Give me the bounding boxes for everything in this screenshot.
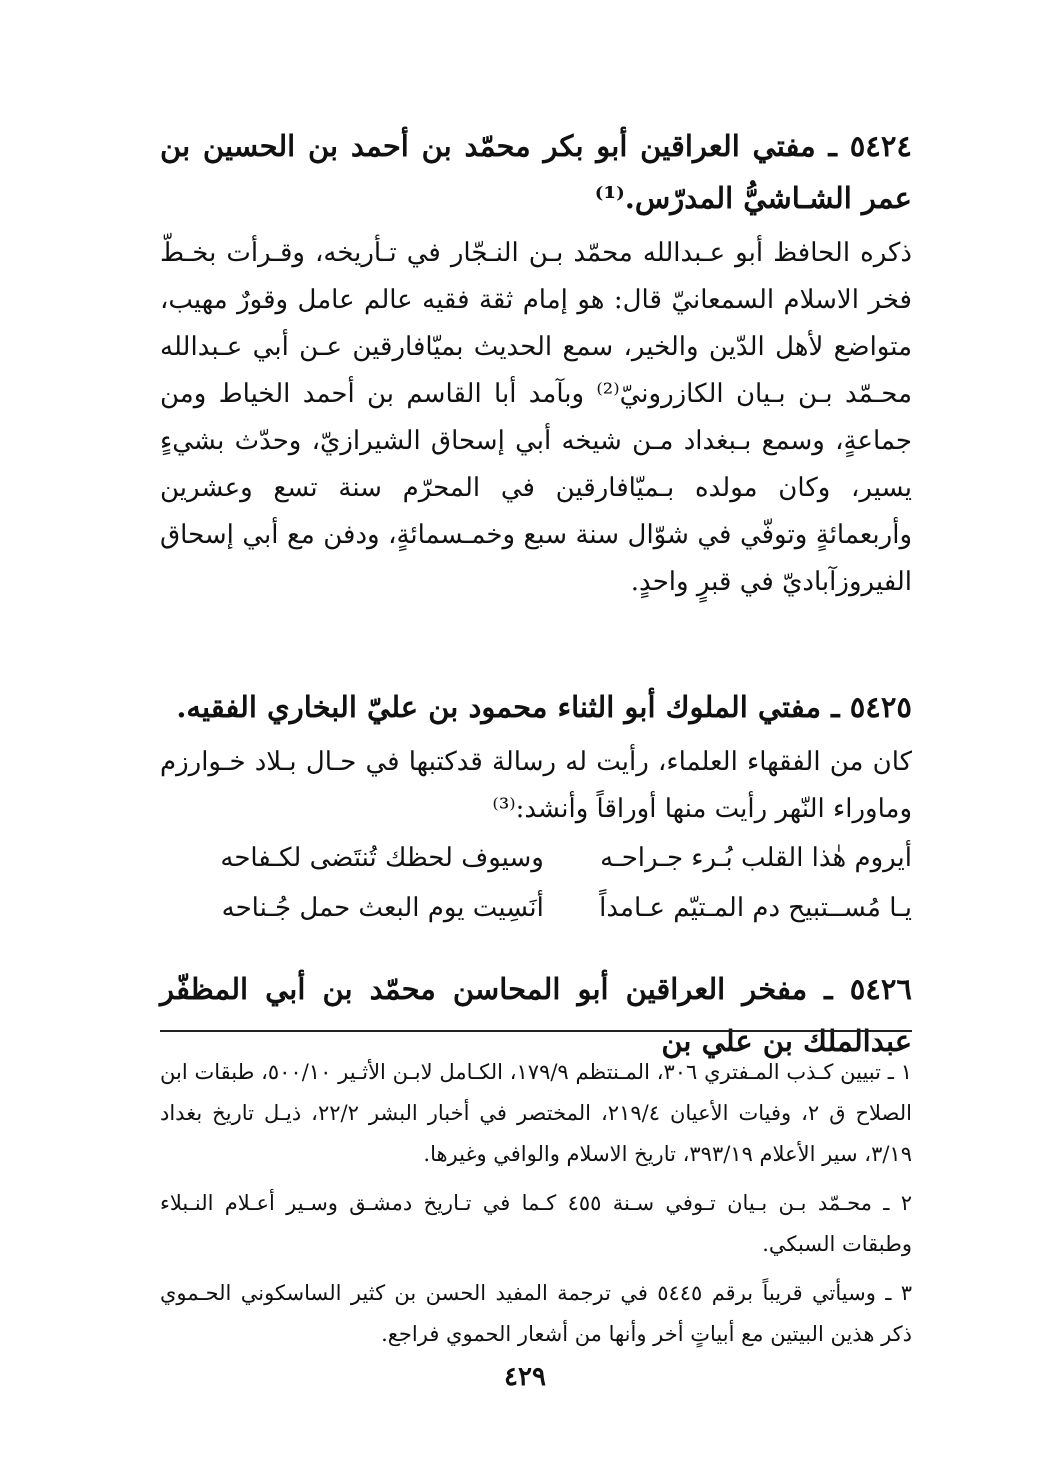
poem-hemistich: وسيوف لحظك تُنتَضى لكـفاحه (220, 843, 544, 873)
poem-hemistich: أيروم هٰذا القلب بُـرء جـراحـه (600, 843, 912, 873)
entry-title: ٥٤٢٦ ـ مفخر العراقين أبو المحاسن محمّد بن أبي المظفّر عبدالملك بن علي بن (160, 972, 912, 1058)
poem-line (192, 883, 912, 933)
entry-body: كان من الفقهاء العلماء، رأيت له رسالة قدكتبها في حـال بـلاد خـوارزم وماوراء النّهر رأيت منها أوراقاً وأنشد:⁽³⁾ (160, 747, 912, 824)
footnote: ٣ ـ وسيأتي قريباً برقم ٥٤٤٥ في ترجمة المفيد الحسن بن كثير الساسكوني الحـموي ذكر هذين البيتين مع أبياتٍ أخر وأنها من أشعار الحموي فراجع. (160, 1281, 912, 1346)
poem (192, 833, 912, 933)
poem-line (192, 833, 912, 883)
footnote-divider (160, 1030, 912, 1032)
footnote: ٢ ـ محـمّد بـن بـيان تـوفي سـنة ٤٥٥ كـما في تـاريخ دمشـق وسـير أعـلام النـبلاء وطبقات السبكي. (160, 1191, 912, 1256)
entry-title: ٥٤٢٥ ـ مفتي الملوك أبو الثناء محمود بن عليّ البخاري الفقيه. (176, 690, 912, 724)
poem-hemistich: أنَسِيت يوم البعث حمل جُـناحه (221, 893, 544, 923)
footnotes (160, 1052, 912, 1363)
main-text (160, 120, 912, 1067)
entry-body: ذكره الحافظ أبو عـبدالله محمّد بـن النـجّار في تـأريخه، وقـرأت بخـطّ فخر الاسلام السمعانيّ قال: هو إمام ثقة فقيه عالم عامل وقورٌ مهيب، متواضع لأهل الدّين والخير، سمع الحديث بميّافارقين عـن أبي عـبدالله محـمّد بـن بـيان الكازرونيّ⁽²⁾ وبآمد أبا القاسم بن أحمد الخياط ومن جماعةٍ، وسمع بـبغداد مـن شيخه أبي إسحاق الشيرازيّ، وحدّث بشيءٍ يسير، وكان مولده بـميّافارقين في المحرّم سنة تسع وعشرين وأربعمائةٍ وتوفّي في شوّال سنة سبع وخمـسمائةٍ، ودفن مع أبي إسحاق الفيروزآباديّ في قبرٍ واحدٍ. (160, 238, 912, 597)
footnote: ١ ـ تبيين كـذب المـفتري ٣٠٦، المـنتظم ١٧٩/٩، الكـامل لابـن الأثـير ٥٠٠/١٠، طبقات ابن الصلاح ق ٢، وفيات الأعيان ٢١٩/٤، المختصر في أخبار البشر ٢٢/٢، ذيـل تاريخ بغداد ٣/١٩، سير الأعلام ٣٩٣/١٩، تاريخ الاسلام والوافي وغيرها. (160, 1060, 912, 1166)
entry-title: ٥٤٢٤ ـ مفتي العراقين أبو بكر محمّد بن أحمد بن الحسين بن عمر الشـاشيُّ المدرّس.⁽¹⁾ (160, 129, 912, 215)
page-number: ٤٢٩ (504, 1362, 546, 1392)
poem-hemistich: يـا مُســتبيح دم المـتيّم عـامداً (599, 893, 912, 923)
